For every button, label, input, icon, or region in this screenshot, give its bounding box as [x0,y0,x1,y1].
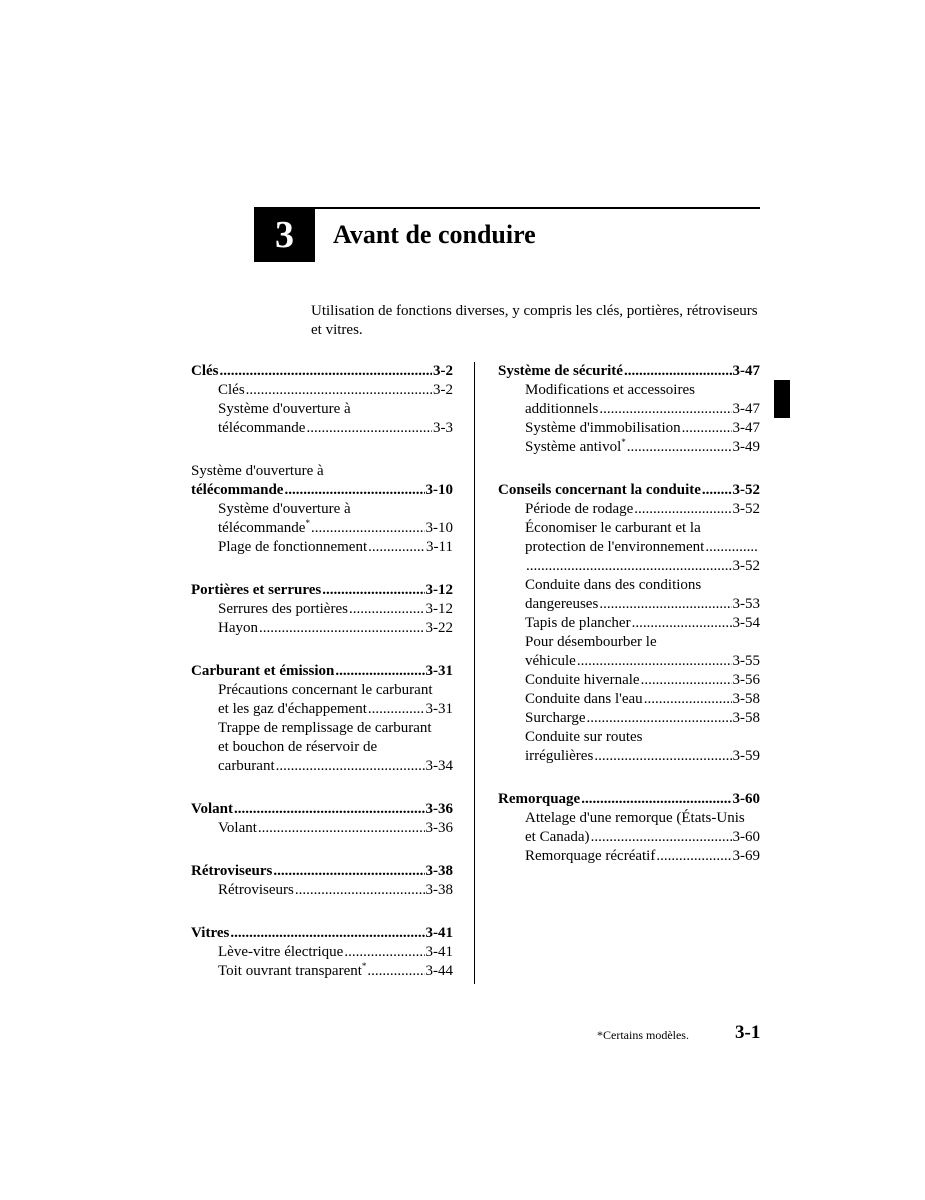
toc-line [218,619,453,638]
toc-entry-text: Hayon [218,620,258,636]
toc-line [525,500,760,519]
toc-line [525,747,760,766]
toc-entry-text: Remorquage récréatif [525,848,656,864]
toc-item [191,619,453,638]
toc-page-ref: 3-52 [732,501,760,517]
toc-page-ref: 3-12 [425,582,453,598]
toc-item [498,438,760,457]
toc-entry-text: Système d'ouverture à [218,501,351,517]
dot-leader [367,962,424,981]
toc-entry-text: Volant [218,820,257,836]
toc-item [498,728,760,766]
toc-section-heading [498,481,760,500]
toc-entry-text: Surcharge [525,710,586,726]
toc-entry-text: Pour désembourber le [525,634,657,650]
toc-line [191,581,453,600]
toc-line [218,519,453,538]
toc-line [525,809,760,828]
toc-line [525,419,760,438]
toc-entry-text: Remorquage [498,791,581,807]
toc-entry-text: Conduite dans l'eau [525,691,643,707]
dot-leader [273,862,424,881]
toc-entry-text: Serrures des portières [218,601,348,617]
toc-left-column [191,362,453,1005]
toc-item [191,881,453,900]
toc-item [191,600,453,619]
toc-item [498,633,760,671]
toc-section-heading [498,790,760,809]
toc-page-ref: 3-41 [425,944,453,960]
toc-section [498,790,760,866]
dot-leader [581,790,731,809]
toc-section [191,462,453,557]
toc-item [498,671,760,690]
dot-leader [644,690,732,709]
dot-leader [284,481,424,500]
toc-line [525,690,760,709]
toc-line [525,614,760,633]
toc-line [525,847,760,866]
dot-leader [656,847,731,866]
toc-entry-text: télécommande [191,482,284,498]
toc-page-ref: 3-38 [425,882,453,898]
dot-leader [306,419,432,438]
toc-item [191,962,453,981]
dot-leader [705,538,759,557]
toc-section-heading [191,662,453,681]
toc-entry-text: Portières et serrures [191,582,322,598]
toc-line [525,709,760,728]
toc-line [498,362,760,381]
toc-line [218,700,453,719]
toc-item [498,809,760,847]
toc-item [498,709,760,728]
toc-section-heading [191,462,453,500]
dot-leader [311,519,425,538]
toc-section-heading [191,362,453,381]
toc-line [498,790,760,809]
toc-page-ref: 3-2 [433,382,453,398]
dot-leader [632,614,732,633]
toc-item [191,681,453,719]
toc-line [218,400,453,419]
dot-leader [349,600,425,619]
toc-entry-text: et les gaz d'échappement [218,701,367,717]
toc-line [218,681,453,700]
toc-page-ref: 3-34 [425,758,453,774]
toc-page-ref: 3-10 [425,482,453,498]
toc-page-ref: 3-47 [732,420,760,436]
toc-entry-text: dangereuses [525,596,599,612]
dot-leader [259,619,425,638]
toc-entry-text: Trappe de remplissage de carburant [218,720,432,736]
dot-leader [702,481,732,500]
toc-entry-text: Conduite sur routes [525,729,643,745]
dot-leader [594,747,731,766]
dot-leader [368,538,425,557]
dot-leader [682,419,732,438]
toc-entry-text: irrégulières [525,748,594,764]
toc-line [218,600,453,619]
toc-line [525,671,760,690]
toc-line [525,438,760,457]
toc-page-ref: 3-52 [732,482,760,498]
dot-leader [344,943,424,962]
toc-section [191,924,453,981]
toc-entry-text: Plage de fonctionnement [218,539,368,555]
toc-entry-text: télécommande* [218,518,310,536]
chapter-intro: Utilisation de fonctions diverses, y compris les clés, portières, rétroviseurs et vitres. [311,303,758,338]
toc-item [498,419,760,438]
toc-section-heading [191,800,453,819]
dot-leader [599,595,731,614]
toc-page-ref: 3-60 [732,829,760,845]
toc-entry-text: Rétroviseurs [218,882,294,898]
toc-entry-text: Système d'ouverture à [218,401,351,417]
toc-section [191,581,453,638]
toc-page-ref: 3-22 [425,620,453,636]
dot-leader [246,381,432,400]
toc-line [525,381,760,400]
toc-entry-text: Volant [191,801,233,817]
toc-entry-text: Système de sécurité [498,363,623,379]
toc-item [191,400,453,438]
chapter-number-box: 3 [254,209,315,262]
toc-entry-text: Système d'ouverture à [191,463,324,479]
toc-entry-text: Système d'immobilisation [525,420,681,436]
toc-entry-text: véhicule [525,653,576,669]
toc-line [218,757,453,776]
toc-entry-text: télécommande [218,420,306,436]
dot-leader [577,652,732,671]
toc-line [191,481,453,500]
toc-entry-text: Toit ouvrant transparent* [218,961,367,979]
toc-page-ref: 3-31 [425,701,453,717]
toc-page-ref: 3-52 [732,558,760,574]
toc-line [191,862,453,881]
toc-entry-text: protection de l'environnement [525,539,705,555]
toc-page-ref: 3-59 [732,748,760,764]
toc-page-ref: 3-47 [732,401,760,417]
toc-entry-text: Tapis de plancher [525,615,631,631]
toc-item [498,500,760,519]
footnote: *Certains modèles. [597,1028,689,1042]
toc-page-ref: 3-3 [433,420,453,436]
toc-line [525,595,760,614]
toc-page-ref: 3-36 [425,820,453,836]
toc-section-heading [191,924,453,943]
toc-line [218,381,453,400]
toc-line [218,500,453,519]
toc-line [218,819,453,838]
toc-line [525,652,760,671]
toc-entry-text: Conduite hivernale [525,672,640,688]
toc-page-ref: 3-69 [732,848,760,864]
toc-entry-text: Vitres [191,925,230,941]
toc-line [191,662,453,681]
chapter-header-rule [254,207,760,209]
toc-item [191,943,453,962]
toc-entry-text: Économiser le carburant et la [525,520,701,536]
toc-entry-text: et bouchon de réservoir de [218,739,378,755]
toc-line [191,462,453,481]
toc-line [525,538,760,557]
toc-item [498,576,760,614]
chapter-side-tab [774,380,790,418]
toc-page-ref: 3-60 [732,791,760,807]
chapter-title: Avant de conduire [333,220,536,249]
dot-leader [335,662,424,681]
toc-line [525,828,760,847]
dot-leader [220,362,433,381]
dot-leader [599,400,731,419]
page-number: 3-1 [735,1022,761,1043]
toc-page-ref: 3-10 [425,520,453,536]
toc-line [525,519,760,538]
toc-section-heading [191,862,453,881]
toc-line [218,943,453,962]
toc-entry-text: carburant [218,758,275,774]
toc-item [498,690,760,709]
toc-line [498,481,760,500]
toc-item [191,500,453,538]
toc-entry-text: additionnels [525,401,599,417]
toc-page-ref: 3-58 [732,691,760,707]
toc-entry-text: Rétroviseurs [191,863,273,879]
toc-line [525,728,760,747]
toc-item [498,614,760,633]
dot-leader [276,757,425,776]
toc-page-ref: 3-41 [425,925,453,941]
dot-leader [230,924,424,943]
toc-page-ref: 3-49 [732,439,760,455]
toc-entry-text: Période de rodage [525,501,634,517]
toc-item [191,538,453,557]
toc-entry-text: Modifications et accessoires [525,382,695,398]
toc-line [191,800,453,819]
toc-section-heading [498,362,760,381]
toc-right-column [498,362,760,890]
toc-item [191,719,453,776]
toc-line [191,924,453,943]
toc-item [191,381,453,400]
dot-leader [634,500,731,519]
toc-page-ref: 3-11 [426,539,453,555]
toc-section [498,362,760,457]
dot-leader [587,709,732,728]
toc-line [525,576,760,595]
toc-line [218,419,453,438]
toc-section [191,800,453,838]
toc-page-ref: 3-47 [732,363,760,379]
toc-entry-text: et Canada) [525,829,590,845]
dot-leader [234,800,425,819]
dot-leader [295,881,425,900]
dot-leader [591,828,732,847]
toc-entry-text: Précautions concernant le carburant [218,682,433,698]
toc-page-ref: 3-31 [425,663,453,679]
toc-section [191,362,453,438]
toc-line [218,962,453,981]
toc-page-ref: 3-36 [425,801,453,817]
footnote-marker: * [621,437,626,447]
toc-line [218,719,453,738]
toc-line [218,738,453,757]
toc-line [191,362,453,381]
toc-page-ref: 3-54 [732,615,760,631]
toc-line [218,881,453,900]
toc-entry-text: Clés [218,382,245,398]
toc-entry-text: Attelage d'une remorque (États-Unis [525,810,745,826]
toc-page-ref: 3-12 [425,601,453,617]
toc-entry-text: Conduite dans des conditions [525,577,702,593]
toc-line [525,400,760,419]
toc-item [498,381,760,419]
toc-entry-text: Conseils concernant la conduite [498,482,701,498]
toc-entry-text: Lève-vitre électrique [218,944,344,960]
toc-entry-text: Système antivol* [525,437,626,455]
dot-leader [368,700,425,719]
dot-leader [322,581,424,600]
dot-leader [258,819,425,838]
dot-leader [641,671,732,690]
footnote-marker: * [305,518,310,528]
column-divider [474,362,475,984]
toc-section [191,662,453,776]
toc-line [525,557,760,576]
toc-page-ref: 3-58 [732,710,760,726]
toc-page-ref: 3-44 [425,963,453,979]
toc-page-ref: 3-53 [732,596,760,612]
toc-section-heading [191,581,453,600]
toc-item [498,847,760,866]
toc-page-ref: 3-56 [732,672,760,688]
toc-section [498,481,760,766]
dot-leader [526,557,732,576]
toc-section [191,862,453,900]
toc-item [498,519,760,576]
dot-leader [624,362,732,381]
dot-leader [627,438,732,457]
toc-entry-text: Clés [191,363,219,379]
toc-line [525,633,760,652]
toc-entry-text: Carburant et émission [191,663,335,679]
toc-item [191,819,453,838]
toc-page-ref: 3-55 [732,653,760,669]
toc-line [218,538,453,557]
toc-page-ref: 3-38 [425,863,453,879]
footnote-marker: * [361,961,367,971]
toc-page-ref: 3-2 [433,363,453,379]
